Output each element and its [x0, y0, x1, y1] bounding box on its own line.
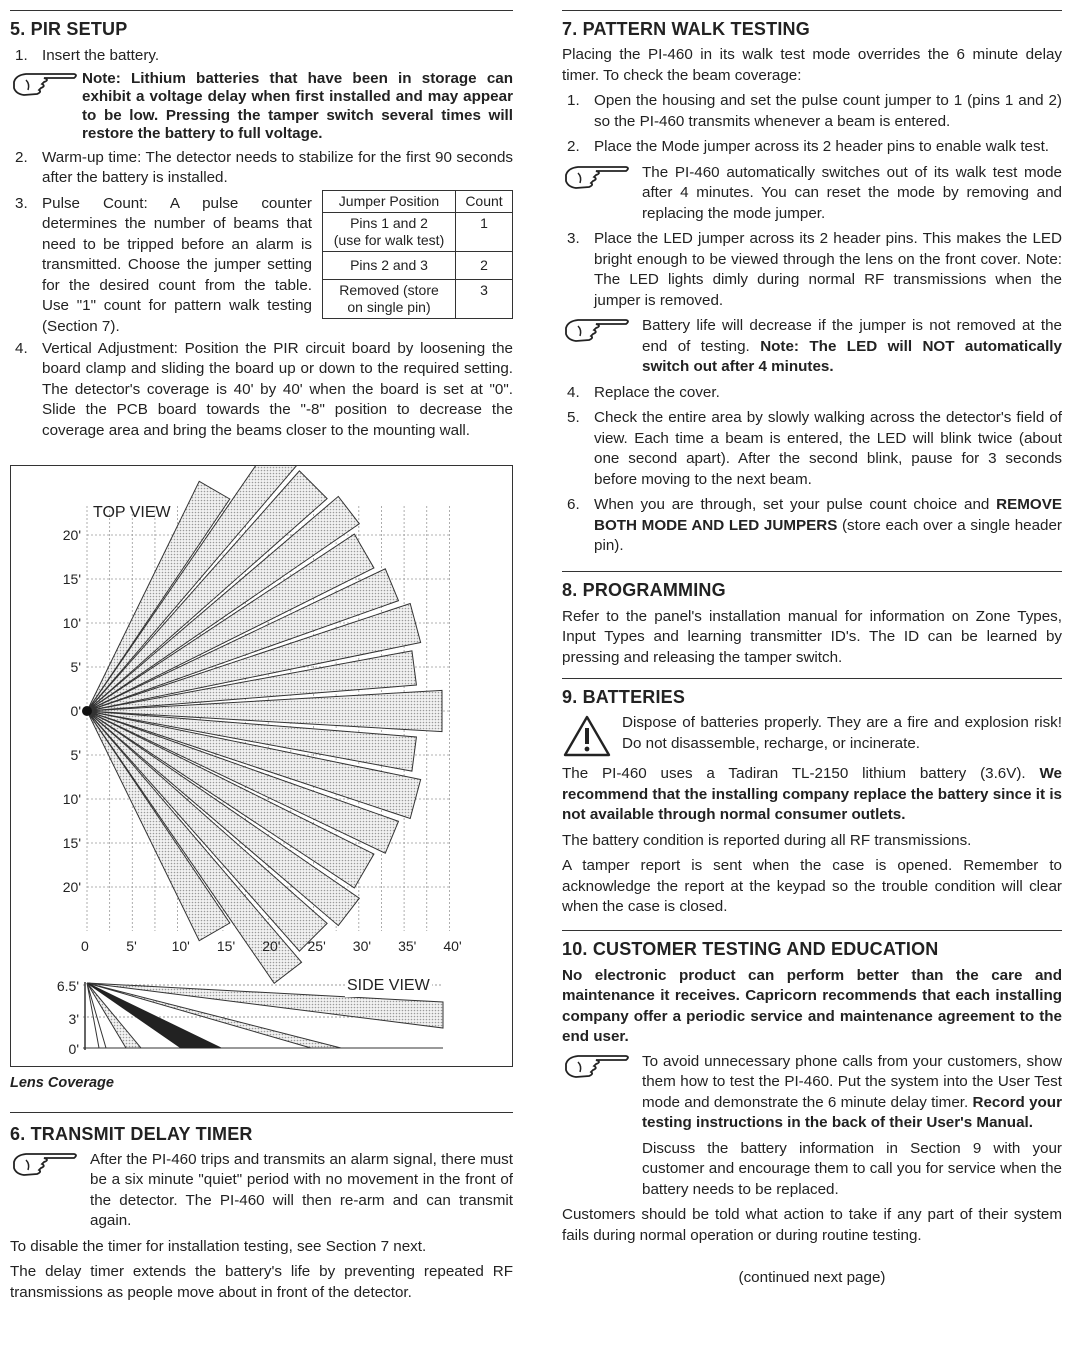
- note-battery-life: Battery life will decrease if the jumper is not removed at the end of testing. Note: The LED will NOT automatically switch out after 4 minutes.: [562, 316, 1062, 378]
- table-header: Count: [456, 190, 513, 212]
- pointing-hand-icon: [562, 163, 630, 193]
- section-6-title: 6. TRANSMIT DELAY TIMER: [10, 1123, 253, 1144]
- paragraph: To disable the timer for installation testing, see Section 7 next.: [10, 1237, 427, 1255]
- section-8-title: 8. PROGRAMMING: [562, 579, 726, 600]
- detector-origin: [82, 706, 92, 716]
- coverage-plot: [11, 466, 512, 1066]
- list-item: 6. When you are through, set your pulse count choice and REMOVE BOTH MODE AND LED JUMPERS (store each over a single header pin).: [567, 496, 1062, 554]
- list-item: 3. Place the LED jumper across its 2 header pins. This makes the LED bright enough to be viewed through the lens on the front cover. Note: The LED lights dimly during normal RF transmissions when the jumper is removed.: [567, 230, 1062, 309]
- pointing-hand-icon: [10, 70, 78, 100]
- paragraph: Customers should be told what action to take if any part of their system fails during normal operation or during routine testing.: [562, 1206, 1062, 1244]
- x-tick-label: 20': [262, 938, 281, 954]
- side-tick-label: 0': [68, 1041, 79, 1057]
- x-tick-label: 35': [398, 938, 417, 954]
- left-column: [10, 0, 513, 1303]
- top-view-title: TOP VIEW: [93, 504, 171, 521]
- pointing-hand-icon: [562, 1052, 630, 1082]
- list-item: 4. Vertical Adjustment: Position the PIR circuit board by loosening the board clamp and sliding the board up or down to the required setting. The detector's coverage is 40' by 40' when the board is set at "0". Slide the PCB board towards the "-8" position to decrease the coverage area and bring the beams closer to the mounting wall.: [15, 339, 513, 439]
- y-tick-label: 10': [62, 791, 81, 807]
- table-cell: 3: [456, 279, 513, 318]
- list-item: 2. Warm-up time: The detector needs to stabilize for the first 90 seconds after the battery is installed.: [15, 148, 513, 186]
- x-tick-label: 5': [126, 938, 137, 954]
- x-tick-label: 10': [171, 938, 190, 954]
- x-tick-label: 40': [443, 938, 462, 954]
- warning-note: Dispose of batteries properly. They are a fire and explosion risk! Do not disassemble, recharge, or incinerate.: [562, 713, 1062, 754]
- y-tick-label: 5': [70, 747, 81, 763]
- section-9-title: 9. BATTERIES: [562, 687, 686, 707]
- diagram-caption: Lens Coverage: [10, 1075, 114, 1091]
- section-5-title: 5. PIR SETUP: [10, 19, 128, 39]
- x-tick-label: 25': [307, 938, 326, 954]
- side-tick-label: 6.5': [56, 978, 79, 994]
- side-beam: [87, 983, 141, 1048]
- y-tick-label: 10': [62, 615, 81, 631]
- paragraph: The delay timer extends the battery's life by preventing repeated RF transmissions as people move about in front of the detector.: [10, 1263, 513, 1301]
- table-cell: 1: [456, 212, 513, 251]
- y-tick-label: 15': [62, 835, 81, 851]
- paragraph: Placing the PI-460 in its walk test mode overrides the 6 minute delay timer. To check the beam coverage:: [562, 46, 1062, 84]
- beam-fan: [82, 466, 442, 983]
- section-5-list: [10, 46, 513, 67]
- section-7-list-cont2: [562, 383, 1062, 557]
- list-item: 4. Replace the cover.: [567, 383, 720, 401]
- list-item: 1. Open the housing and set the pulse count jumper to 1 (pins 1 and 2) so the PI-460 transmits whenever a beam is entered.: [567, 92, 1062, 130]
- x-tick-label: 30': [352, 938, 372, 954]
- y-tick-label: 0': [70, 703, 81, 719]
- list-item: 2. Place the Mode jumper across its 2 header pins to enable walk test.: [567, 138, 1050, 155]
- paragraph: The battery condition is reported during all RF transmissions.: [562, 831, 972, 849]
- section-10-title: 10. CUSTOMER TESTING AND EDUCATION: [562, 938, 939, 959]
- table-cell: 2: [456, 251, 513, 279]
- list-item: 1. Insert the battery.: [15, 47, 160, 64]
- section-5-list-cont: [10, 148, 513, 442]
- note-delay: After the PI-460 trips and transmits an alarm signal, there must be a six minute "quiet" period with no movement in the front of the detector. The PI-460 will then re-arm and can transmit again.: [10, 1150, 513, 1232]
- table-cell: Removed (store on single pin): [323, 279, 456, 318]
- note-lithium: Note: Lithium batteries that have been in storage can exhibit a voltage delay when first installed and may appear to be low. Pressing the tamper switch several times will restore the battery to full voltage.: [10, 70, 513, 144]
- table-cell: Pins 2 and 3: [323, 251, 456, 279]
- lens-coverage-diagram: [10, 465, 513, 1067]
- pointing-hand-icon: [562, 316, 630, 346]
- paragraph: Refer to the panel's installation manual for information on Zone Types, Input Types and learning transmitter ID's. The ID can be learned by pressing and releasing the tamper switch.: [562, 607, 1062, 666]
- y-tick-label: 15': [62, 571, 81, 587]
- footer-continued: (continued next page): [738, 1269, 886, 1286]
- table-cell: Pins 1 and 2 (use for walk test): [323, 212, 456, 251]
- y-tick-label: 5': [70, 659, 81, 675]
- section-7-title: 7. PATTERN WALK TESTING: [562, 19, 810, 39]
- note-customer: To avoid unnecessary phone calls from your customers, show them how to test the PI-460. Put the system into the User Test mode and demonstrate the 6 minute delay timer. Record your testing instructions in the back of their User's Manual. Discuss the battery information in Section 9 with your customer and encourage them to call you for service when the battery needs to be replaced.: [562, 1052, 1062, 1201]
- x-tick-label: 15': [216, 938, 236, 954]
- jumper-table-wrap: [322, 190, 513, 319]
- table-header: Jumper Position: [323, 190, 456, 212]
- paragraph: The PI-460 uses a Tadiran TL-2150 lithium battery (3.6V). We recommend that the installing company replace the battery since it is not available through normal consumer outlets.: [562, 765, 1062, 823]
- pointing-hand-icon: [10, 1150, 78, 1180]
- paragraph: Discuss the battery information in Section 9 with your customer and encourage them to call you for service when the battery needs to be replaced.: [642, 1139, 1062, 1198]
- y-tick-label: 20': [62, 527, 81, 543]
- note-walktest: The PI-460 automatically switches out of its walk test mode after 4 minutes. You can reset the mode by removing and replacing the mode jumper.: [562, 163, 1062, 225]
- warning-icon: [562, 713, 612, 759]
- paragraph: No electronic product can perform better than the care and maintenance it receives. Capricorn recommends that each installing company offer a periodic service and maintenance agreement to the end user.: [562, 966, 1062, 1045]
- list-item: 3. Jumper Position Count Pins 1 and 2 (use for walk test) 1 Pins 2 and 3 2 Removed (store on single pin) 3 Pulse Count: A pulse counter determines the number of beams that need to be tripped before an alarm is transmitted. Choose the jumper setting for the desired count from the table. Use "1" count for pattern walk testing (Section 7).: [10, 194, 513, 330]
- section-7-list-cont: [562, 229, 1062, 311]
- section-7-list: [562, 91, 1062, 158]
- list-item: 5. Check the entire area by slowly walking across the detector's field of view. Each time a beam is entered, the LED will blink twice (about one second apart). After the second blink, pause for 3 seconds before moving to the next beam.: [567, 409, 1062, 488]
- jumper-table: [322, 190, 513, 319]
- x-tick-label: 0: [81, 938, 89, 954]
- paragraph: A tamper report is sent when the case is opened. Remember to acknowledge the report at the keypad so the trouble condition will clear when the case is closed.: [562, 857, 1062, 915]
- side-view-title: SIDE VIEW: [345, 976, 432, 997]
- y-tick-label: 20': [62, 879, 81, 895]
- right-column: [562, 0, 1062, 1289]
- side-tick-label: 3': [68, 1011, 79, 1027]
